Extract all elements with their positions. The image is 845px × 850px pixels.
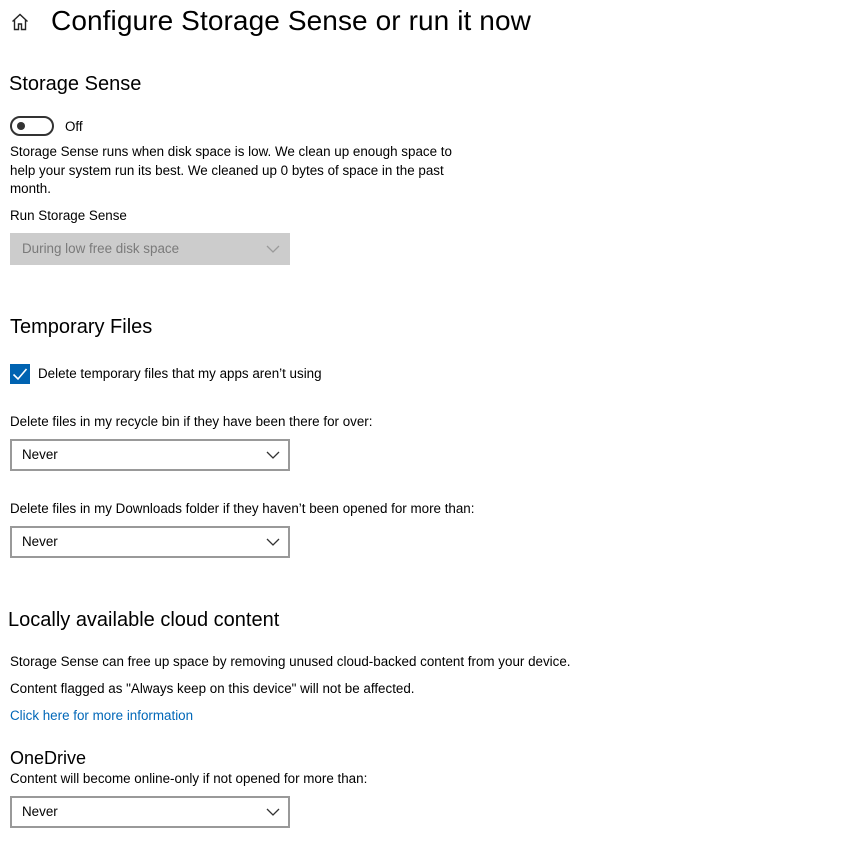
onedrive-dropdown[interactable] bbox=[10, 796, 290, 828]
cloud-content-note: Content flagged as "Always keep on this device" will not be affected. bbox=[10, 681, 415, 696]
onedrive-label: Content will become online-only if not opened for more than: bbox=[10, 771, 368, 786]
checkmark-icon bbox=[10, 364, 30, 384]
temporary-files-heading: Temporary Files bbox=[10, 316, 153, 338]
chevron-down-icon bbox=[266, 243, 280, 255]
home-button[interactable] bbox=[6, 8, 34, 36]
chevron-down-icon bbox=[266, 536, 280, 548]
recycle-bin-label: Delete files in my recycle bin if they have been there for over: bbox=[10, 414, 373, 429]
onedrive-heading: OneDrive bbox=[10, 748, 87, 768]
chevron-down-icon bbox=[266, 806, 280, 818]
run-storage-sense-label: Run Storage Sense bbox=[10, 208, 127, 223]
run-storage-sense-dropdown[interactable] bbox=[10, 233, 290, 265]
dropdown-value: During low free disk space bbox=[22, 241, 180, 256]
delete-temp-files-checkbox[interactable] bbox=[10, 364, 30, 384]
recycle-bin-dropdown[interactable] bbox=[10, 439, 290, 471]
dropdown-value: Never bbox=[22, 804, 58, 819]
downloads-label: Delete files in my Downloads folder if they haven’t been opened for more than: bbox=[10, 501, 475, 516]
storage-sense-toggle[interactable] bbox=[10, 116, 54, 136]
storage-sense-description: Storage Sense runs when disk space is low. We clean up enough space to help your system run its best. We cleaned up 0 bytes of space in the past month. bbox=[10, 144, 452, 196]
toggle-state-label: Off bbox=[65, 119, 83, 134]
cloud-content-heading: Locally available cloud content bbox=[8, 609, 280, 631]
storage-sense-heading: Storage Sense bbox=[9, 73, 142, 95]
dropdown-value: Never bbox=[22, 534, 58, 549]
dropdown-value: Never bbox=[22, 447, 58, 462]
chevron-down-icon bbox=[266, 449, 280, 461]
more-information-link[interactable]: Click here for more information bbox=[10, 708, 194, 723]
toggle-knob bbox=[17, 122, 25, 130]
delete-temp-files-label: Delete temporary files that my apps aren’t using bbox=[38, 366, 322, 381]
downloads-dropdown[interactable] bbox=[10, 526, 290, 558]
home-icon bbox=[10, 12, 30, 32]
page-title: Configure Storage Sense or run it now bbox=[51, 5, 531, 36]
cloud-content-description: Storage Sense can free up space by removing unused cloud-backed content from your device. bbox=[10, 654, 571, 669]
